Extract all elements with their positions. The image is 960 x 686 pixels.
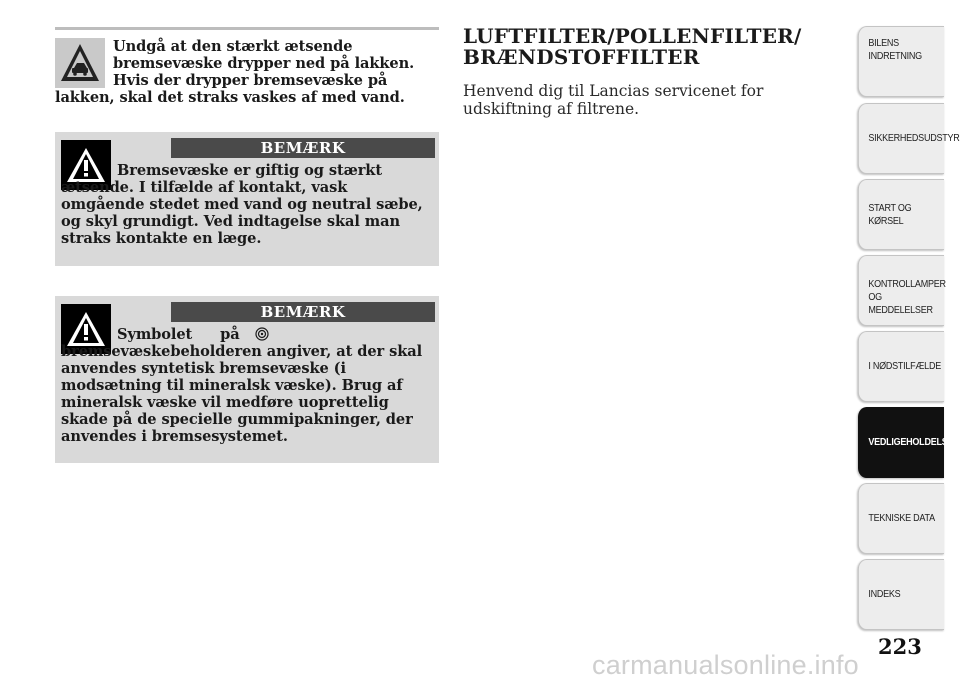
environment-car-icon (55, 38, 105, 88)
environment-note (55, 27, 439, 106)
warning-header: BEMÆRK (171, 138, 435, 158)
tab-vedligeholdelse[interactable]: VEDLIGEHOLDELSE (858, 407, 944, 478)
section-title: LUFTFILTER/POLLENFILTER/ BRÆNDSTOFFILTER (463, 24, 802, 69)
tab-indeks[interactable]: INDEKS (858, 559, 944, 630)
warning-body (61, 326, 433, 445)
tab-tekniske-data[interactable]: TEKNISKE DATA (858, 483, 944, 554)
warning-text-before: Symbolet (117, 326, 193, 343)
page-number: 223 (878, 634, 922, 659)
tab-start-og-korsel[interactable]: START OG KØRSEL (858, 179, 944, 250)
tab-sikkerhedsudstyr[interactable]: SIKKERHEDSUDSTYR (858, 103, 944, 174)
watermark: carmanualsonline.info (592, 650, 859, 680)
brake-fluid-symbol-icon (199, 327, 213, 341)
warning-header: BEMÆRK (171, 302, 435, 322)
warning-text: Bremsevæske er giftig og stærkt ætsende. I tilfælde af kontakt, vask omgående stedet med vand og neutral sæbe, og skyl grundigt. Ved indtagelse skal man straks kontakte en læge. (61, 162, 423, 247)
warning-box-synthetic-fluid (55, 296, 439, 463)
tab-bilens-indretning[interactable]: BILENS INDRETNING (858, 26, 944, 97)
tab-i-nodstilfaelde[interactable]: I NØDSTILFÆLDE (858, 331, 944, 402)
warning-box-toxic (55, 132, 439, 266)
warning-text (61, 326, 433, 445)
environment-note-text: Undgå at den stærkt ætsende bremsevæske drypper ned på lakken. Hvis der drypper bremsevæske på lakken, skal det straks vaskes af med vand. (55, 38, 415, 106)
warning-text-after: på bremsevæskebeholderen angiver, at der skal anvendes syntetisk bremsevæske (i modsætning til mineralsk væske). Brug af mineralsk væske vil medføre uoprettelig skade på de specielle gummipakninger, der anvendes i bremsesystemet. (61, 326, 423, 445)
warning-body (61, 162, 433, 247)
section-text: Henvend dig til Lancias servicenet for udskiftning af filtrene. (463, 82, 764, 118)
tab-kontrollamper[interactable]: KONTROLLAMPER OG MEDDELELSER (858, 255, 944, 326)
